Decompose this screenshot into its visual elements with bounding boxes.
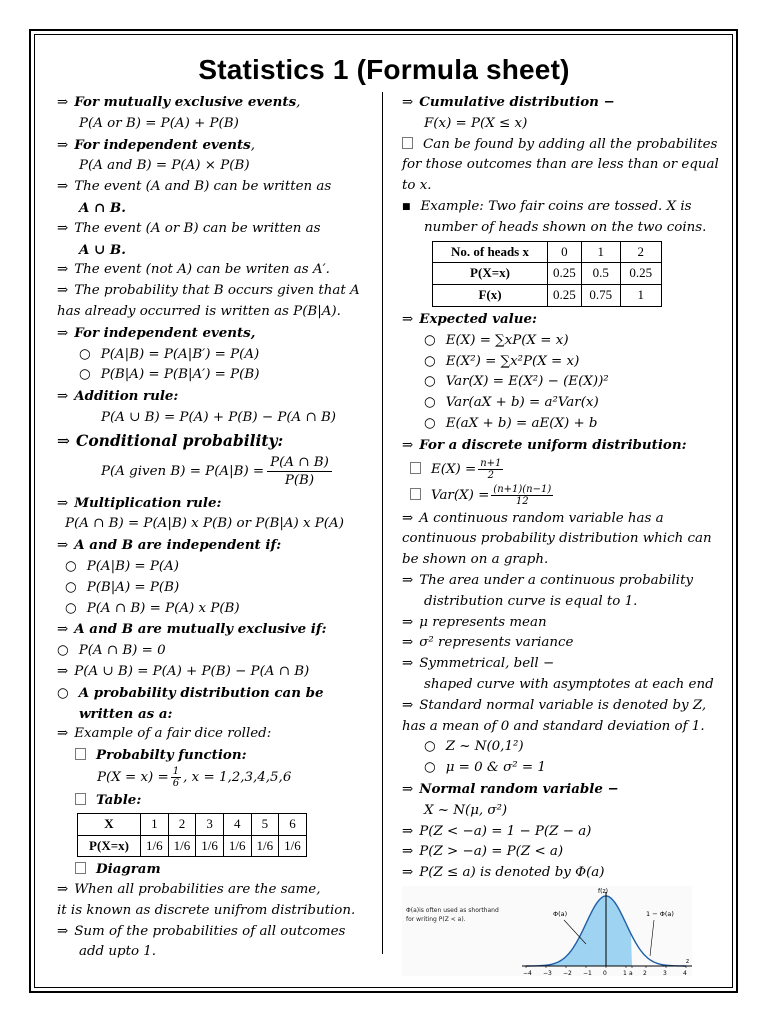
statement: ○ A probability distribution can be — [57, 684, 324, 701]
formula: ⇒ P(Z > −a) = P(Z < a) — [402, 844, 564, 860]
rule-heading: ⇒ For a discrete uniform distribution: — [402, 436, 687, 453]
table-cell: P(X=x) — [433, 263, 548, 285]
table-row — [433, 241, 662, 263]
bullet-formula: ○ E(X²) = ∑x²P(X = x) — [424, 353, 580, 369]
checkbox-icon — [410, 462, 421, 474]
table-cell: 0 — [548, 241, 582, 263]
formula: P(A and B) = P(A) × P(B) — [79, 158, 250, 174]
formula: P(X = x) = $\frac{1}{6}$ , x = 1,2,3,4,5,6 — [97, 765, 292, 789]
bullet-formula: ○ E(X) = ∑xP(X = x) — [424, 332, 569, 348]
statement: to x. — [402, 178, 432, 194]
tick-label: −1 — [583, 970, 592, 976]
tick-label: 2 — [643, 970, 647, 976]
bullet-formula: ○ E(aX + b) = aE(X) + b — [424, 415, 598, 431]
table-cell: 1 — [581, 241, 620, 263]
statement: ⇒ Example of a fair dice rolled: — [57, 726, 272, 742]
right-column — [402, 92, 724, 884]
sub-heading: Diagram — [57, 859, 375, 880]
table-cell: 1/6 — [168, 835, 196, 857]
statement: ⇒ When all probabilities are the same, — [57, 882, 321, 898]
rule-heading: ⇒ Conditional probability: — [57, 430, 284, 450]
statement: ⇒ The event (A or B) can be written as — [57, 220, 321, 236]
table-cell: 0.25 — [620, 263, 661, 285]
z-axis-label: z — [686, 958, 690, 965]
normal-distribution-figure — [402, 886, 692, 976]
checkbox-icon — [75, 793, 86, 805]
formula: P(A or B) = P(A) + P(B) — [79, 115, 239, 131]
statement: ⇒ The event (A and B) can be written as — [57, 179, 332, 195]
tick-label: a — [629, 970, 633, 976]
tick-label: 3 — [663, 970, 667, 976]
rule-heading: ⇒ Normal random variable − — [402, 780, 619, 797]
tail-pointer — [650, 920, 654, 956]
table-cell: 1/6 — [251, 835, 279, 857]
fraction: $\frac{1}{6}$ — [172, 765, 180, 789]
phi-label: Φ(a) — [553, 910, 568, 918]
sub-heading: Probabilty function: — [57, 745, 375, 766]
rule-heading: ⇒ For independent events, — [57, 324, 256, 341]
statement: be shown on a graph. — [402, 552, 549, 568]
table-cell: 0.5 — [581, 263, 620, 285]
statement: ⇒ The area under a continuous probability — [402, 572, 694, 588]
formula: ⇒ P(Z ≤ a) is denoted by Φ(a) — [402, 865, 605, 881]
tick-label: −2 — [563, 970, 572, 976]
table-row — [78, 835, 307, 857]
dice-table — [77, 813, 307, 858]
statement: shaped curve with asymptotes at each end — [424, 676, 714, 692]
rule-heading: ⇒ Addition rule: — [57, 388, 179, 405]
table-row — [78, 813, 307, 835]
table-cell: 1 — [141, 813, 169, 835]
table-cell: X — [78, 813, 141, 835]
statement: continuous probability distribution which can — [402, 531, 712, 547]
checkbox-icon — [75, 748, 86, 760]
statement: distribution curve is equal to 1. — [424, 593, 638, 609]
formula: X ~ N(μ, σ²) — [424, 802, 508, 818]
statement: ⇒ Sum of the probabilities of all outcomes — [57, 923, 346, 939]
tick-label: −3 — [543, 970, 552, 976]
table-row — [433, 263, 662, 285]
rule-heading: ⇒ Expected value: — [402, 310, 537, 327]
table-cell: 0.25 — [548, 263, 582, 285]
statement: ⇒ The event (not A) can be writen as A′. — [57, 262, 330, 278]
statement: ⇒ The probability that B occurs given that A — [57, 283, 360, 299]
rule-independent: ⇒ For independent events, — [57, 136, 255, 153]
formula: P(A ∩ B) = P(A|B) x P(B) or P(B|A) x P(A) — [65, 516, 344, 532]
conditional-formula: P(A given B) = P(A|B) = $\frac{P(A \cap B)}{P(B)}$ — [57, 454, 375, 489]
fraction: $\frac{(n+1)(n-1)}{12}$ — [493, 483, 552, 507]
fraction: $\frac{n+1}{2}$ — [480, 457, 502, 481]
column-divider — [382, 92, 383, 954]
table-row — [433, 285, 662, 307]
statement: it is known as discrete unifrom distribution. — [57, 902, 356, 918]
table-cell: 1/6 — [279, 835, 307, 857]
normal-curve-graphic — [402, 886, 692, 976]
bullet-formula: ○ P(A|B) = P(A) — [65, 558, 180, 574]
rule-mutually-exclusive: ⇒ For mutually exclusive events, — [57, 94, 301, 110]
bullet-formula: ○ Var(aX + b) = a²Var(x) — [424, 395, 599, 411]
rule-heading: ⇒ A and B are mutually exclusive if: — [57, 621, 327, 638]
bullet-formula: ○ P(B|A) = P(B) — [65, 579, 180, 595]
formula: ⇒ P(A ∪ B) = P(A) + P(B) − P(A ∩ B) — [57, 663, 310, 679]
formula: Var(X) = $\frac{(n+1)(n-1)}{12}$ — [402, 483, 724, 509]
page-title: Statistics 1 (Formula sheet) — [198, 54, 570, 85]
statement: for those outcomes than are less than or equal — [402, 157, 719, 173]
checkbox-icon — [410, 488, 421, 500]
tick-label: 1 — [623, 970, 627, 976]
statement: add upto 1. — [79, 944, 157, 960]
table-cell: 0.25 — [548, 285, 582, 307]
table-cell: 2 — [620, 241, 661, 263]
bullet-formula: ○ P(A|B) = P(A|B′) = P(A) — [79, 346, 260, 362]
table-cell: 2 — [168, 813, 196, 835]
bullet-formula: ○ P(B|A) = P(B|A′) = P(B) — [79, 367, 260, 383]
table-cell: 1/6 — [196, 835, 224, 857]
rule-heading: ⇒ A and B are independent if: — [57, 537, 282, 554]
statement: written as a: — [79, 705, 173, 722]
bullet-formula: ○ P(A ∩ B) = 0 — [57, 643, 166, 659]
table-cell: No. of heads x — [433, 241, 548, 263]
left-column — [57, 92, 375, 963]
table-cell: 1/6 — [223, 835, 251, 857]
sub-heading: Table: — [57, 790, 375, 811]
statement: has a mean of 0 and standard deviation of 1. — [402, 718, 705, 734]
table-cell: 6 — [279, 813, 307, 835]
bullet-formula: ○ μ = 0 & σ² = 1 — [424, 760, 546, 776]
formula: P(A ∪ B) = P(A) + P(B) − P(A ∩ B) — [101, 409, 337, 425]
rule-heading: ⇒ Cumulative distribution − — [402, 94, 615, 110]
tick-label: 0 — [603, 970, 607, 976]
statement: number of heads shown on the two coins. — [424, 219, 707, 235]
statement: ⇒ A continuous random variable has a — [402, 510, 664, 526]
statement: ⇒ Standard normal variable is denoted by Z, — [402, 697, 707, 713]
tick-label: 4 — [683, 970, 687, 976]
formula: E(X) = $\frac{n+1}{2}$ — [402, 457, 724, 483]
checkbox-icon — [402, 137, 413, 149]
table-cell: 0.75 — [581, 285, 620, 307]
checkbox-icon — [75, 862, 86, 874]
statement: ⇒ σ² represents variance — [402, 635, 574, 651]
formula: A ∪ B. — [79, 241, 126, 258]
bullet-formula: ○ Var(X) = E(X²) − (E(X))² — [424, 374, 609, 390]
table-cell: F(x) — [433, 285, 548, 307]
statement: ⇒ Symmetrical, bell − — [402, 656, 555, 672]
tail-label: 1 − Φ(a) — [646, 910, 674, 918]
bullet-formula: ○ P(A ∩ B) = P(A) x P(B) — [65, 600, 240, 616]
fraction: $\frac{P(A \cap B)}{P(B)}$ — [267, 454, 332, 489]
statement: ■ Example: Two fair coins are tossed. X is — [402, 198, 692, 214]
formula: A ∩ B. — [79, 199, 126, 216]
statement: Can be found by adding all the probabilites — [402, 135, 724, 156]
table-cell: 1/6 — [141, 835, 169, 857]
rule-heading: ⇒ Multiplication rule: — [57, 494, 222, 511]
statement: ⇒ μ represents mean — [402, 614, 547, 630]
formula: ⇒ P(Z < −a) = 1 − P(Z − a) — [402, 823, 592, 839]
shorthand-note-line2: for writing P(Z < a). — [406, 916, 466, 923]
coin-table — [432, 241, 662, 307]
table-cell: P(X=x) — [78, 835, 141, 857]
bullet-formula: ○ Z ~ N(0,1²) — [424, 739, 524, 755]
table-cell: 3 — [196, 813, 224, 835]
fz-label: f(z) — [598, 888, 608, 895]
formula: F(x) = P(X ≤ x) — [424, 115, 528, 131]
statement: has already occurred is written as P(B|A). — [57, 303, 341, 319]
table-cell: 1 — [620, 285, 661, 307]
shorthand-note-line1: Φ(a)is often used as shorthand — [406, 907, 499, 914]
tick-label: −4 — [523, 970, 532, 976]
table-cell: 4 — [223, 813, 251, 835]
cdf-shaded-area — [526, 896, 632, 966]
table-cell: 5 — [251, 813, 279, 835]
